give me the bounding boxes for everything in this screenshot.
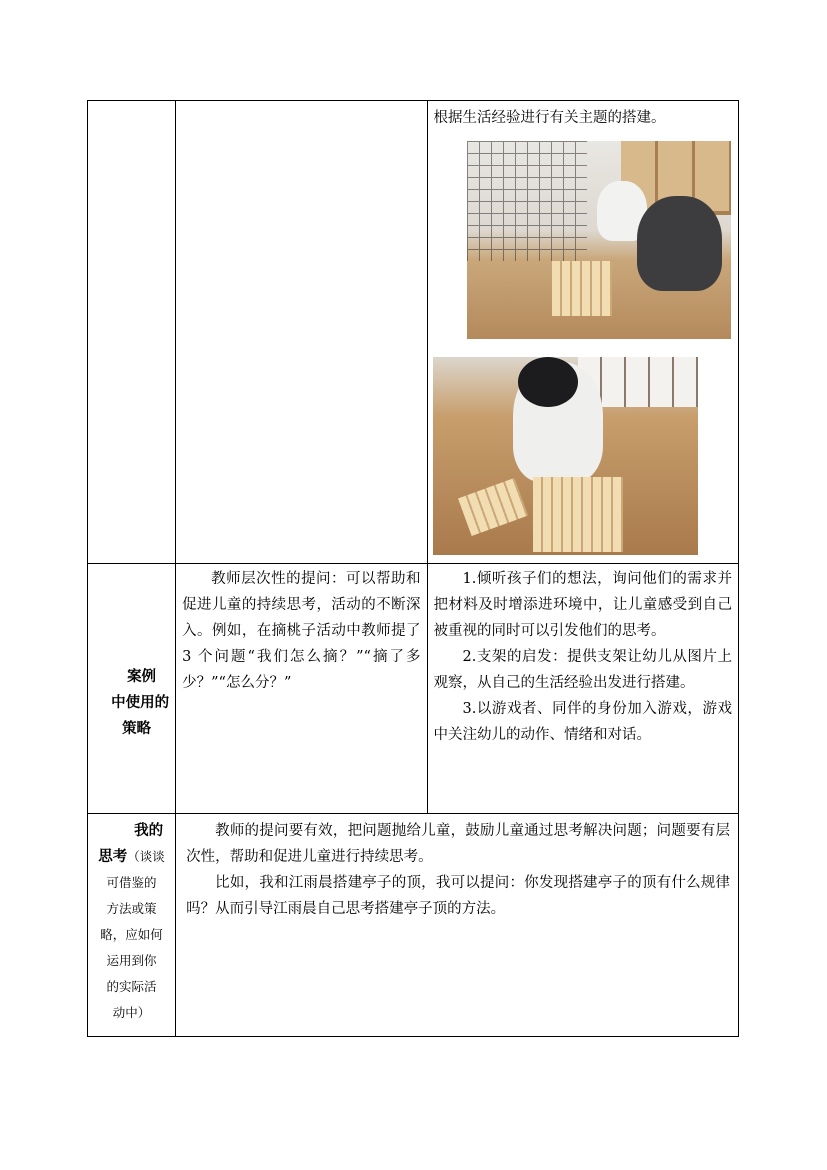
reflection-label: 我的 思考（谈谈 可借鉴的 方法或策 略，应如何 运用到你 的实际活 动中） bbox=[98, 822, 165, 1020]
row2-label-cell bbox=[88, 564, 176, 814]
row3-label-cell bbox=[88, 814, 176, 1037]
strategy-item-1: 1.倾听孩子们的想法，询问他们的需求并把材料及时增添进环境中，让儿童感受到自己被重视的同时可以引发他们的思考。 bbox=[433, 571, 732, 639]
row1-col2-cell bbox=[176, 101, 427, 564]
strategy-item-3: 3.以游戏者、同伴的身份加入游戏，游戏中关注幼儿的动作、情绪和对话。 bbox=[433, 701, 732, 743]
wall-grid-icon bbox=[467, 141, 587, 261]
row1-label-cell bbox=[88, 101, 176, 564]
photo-girl-building-icon bbox=[433, 357, 698, 555]
girl-hair-icon bbox=[518, 357, 578, 407]
table-row bbox=[88, 101, 739, 564]
photo-children-building-icon bbox=[467, 141, 731, 339]
reflection-paragraph-2: 比如，我和江雨晨搭建亭子的顶，我可以提问：你发现搭建亭子的顶有什么规律吗？从而引导江雨晨自己思考搭建亭子顶的方法。 bbox=[186, 875, 730, 917]
scattered-blocks-icon bbox=[457, 478, 527, 536]
table-row bbox=[88, 564, 739, 814]
strategy-item-2: 2.支架的启发：提供支架让幼儿从图片上观察，从自己的生活经验出发进行搭建。 bbox=[433, 649, 732, 691]
block-pavilion-icon bbox=[533, 477, 623, 552]
block-structure-icon bbox=[552, 261, 612, 316]
row1-col3-text: 根据生活经验进行有关主题的搭建。 bbox=[433, 110, 666, 126]
case-table bbox=[87, 100, 739, 1037]
row2-col2-text: 教师层次性的提问：可以帮助和促进儿童的持续思考，活动的不断深入。例如，在摘桃子活动中教师提了 3 个问题“我们怎么摘？”“摘了多少？”“怎么分？” bbox=[182, 571, 421, 691]
table-row bbox=[88, 814, 739, 1037]
row2-col2-cell bbox=[176, 564, 427, 814]
row1-col3-cell bbox=[427, 101, 739, 564]
row3-content-cell bbox=[176, 814, 739, 1037]
strategy-label: 案例 中使用的 策略 bbox=[111, 667, 170, 737]
reflection-paragraph-1: 教师的提问要有效，把问题抛给儿童，鼓励儿童通过思考解决问题；问题要有层次性，帮助和促进儿童进行持续思考。 bbox=[186, 823, 730, 865]
row2-col3-cell bbox=[427, 564, 739, 814]
child-dark-coat-icon bbox=[637, 196, 722, 291]
